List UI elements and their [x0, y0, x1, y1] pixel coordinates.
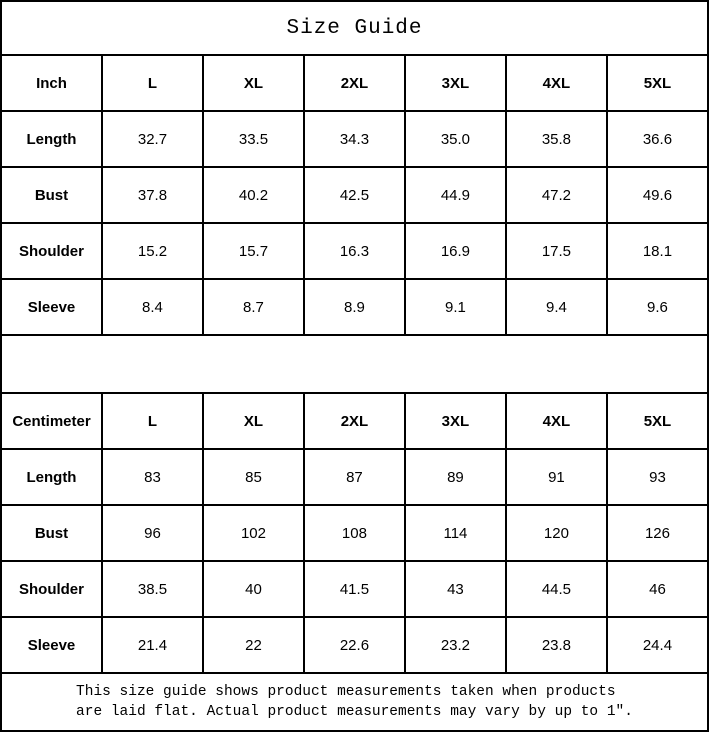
- cell-value: 114: [405, 505, 506, 561]
- cell-value: 17.5: [506, 223, 607, 279]
- cell-value: 85: [203, 449, 304, 505]
- cell-value: 33.5: [203, 111, 304, 167]
- cell-value: 126: [607, 505, 708, 561]
- cell-value: 41.5: [304, 561, 405, 617]
- row-label-sleeve: Sleeve: [1, 279, 102, 335]
- cell-value: 83: [102, 449, 203, 505]
- cell-value: 44.5: [506, 561, 607, 617]
- cell-value: 22: [203, 617, 304, 673]
- size-header-3xl: 3XL: [405, 55, 506, 111]
- size-header-5xl: 5XL: [607, 393, 708, 449]
- cell-value: 35.8: [506, 111, 607, 167]
- cell-value: 15.7: [203, 223, 304, 279]
- cell-value: 21.4: [102, 617, 203, 673]
- unit-header-inch: Inch: [1, 55, 102, 111]
- page-title: Size Guide: [1, 1, 708, 55]
- cell-value: 9.1: [405, 279, 506, 335]
- inch-sleeve-row: [1, 279, 708, 335]
- cell-value: 49.6: [607, 167, 708, 223]
- title-row: [1, 1, 708, 55]
- cell-value: 89: [405, 449, 506, 505]
- cell-value: 15.2: [102, 223, 203, 279]
- cell-value: 22.6: [304, 617, 405, 673]
- cell-value: 46: [607, 561, 708, 617]
- footer-note: [1, 673, 708, 731]
- cell-value: 18.1: [607, 223, 708, 279]
- unit-header-centimeter: Centimeter: [1, 393, 102, 449]
- size-header-3xl: 3XL: [405, 393, 506, 449]
- cell-value: 36.6: [607, 111, 708, 167]
- cell-value: 8.9: [304, 279, 405, 335]
- cell-value: 47.2: [506, 167, 607, 223]
- cell-value: 32.7: [102, 111, 203, 167]
- cell-value: 24.4: [607, 617, 708, 673]
- cm-sleeve-row: [1, 617, 708, 673]
- cell-value: 8.4: [102, 279, 203, 335]
- footer-note-text: [76, 682, 633, 722]
- cell-value: 91: [506, 449, 607, 505]
- cell-value: 8.7: [203, 279, 304, 335]
- size-header-xl: XL: [203, 55, 304, 111]
- row-label-bust: Bust: [1, 167, 102, 223]
- cell-value: 96: [102, 505, 203, 561]
- cell-value: 102: [203, 505, 304, 561]
- cell-value: 35.0: [405, 111, 506, 167]
- cell-value: 40.2: [203, 167, 304, 223]
- cell-value: 87: [304, 449, 405, 505]
- cell-value: 43: [405, 561, 506, 617]
- spacer-cell: [1, 335, 708, 393]
- inch-length-row: [1, 111, 708, 167]
- row-label-bust: Bust: [1, 505, 102, 561]
- size-header-5xl: 5XL: [607, 55, 708, 111]
- cell-value: 16.3: [304, 223, 405, 279]
- size-header-2xl: 2XL: [304, 55, 405, 111]
- cell-value: 40: [203, 561, 304, 617]
- cell-value: 9.6: [607, 279, 708, 335]
- cell-value: 42.5: [304, 167, 405, 223]
- row-label-shoulder: Shoulder: [1, 561, 102, 617]
- row-label-length: Length: [1, 449, 102, 505]
- cell-value: 38.5: [102, 561, 203, 617]
- footer-note-line1: This size guide shows product measurements taken when products: [76, 684, 616, 700]
- cm-header-row: [1, 393, 708, 449]
- cell-value: 37.8: [102, 167, 203, 223]
- cm-bust-row: [1, 505, 708, 561]
- cell-value: 120: [506, 505, 607, 561]
- cell-value: 23.2: [405, 617, 506, 673]
- cell-value: 108: [304, 505, 405, 561]
- row-label-shoulder: Shoulder: [1, 223, 102, 279]
- cell-value: 34.3: [304, 111, 405, 167]
- cell-value: 9.4: [506, 279, 607, 335]
- inch-bust-row: [1, 167, 708, 223]
- row-label-sleeve: Sleeve: [1, 617, 102, 673]
- cell-value: 16.9: [405, 223, 506, 279]
- size-header-xl: XL: [203, 393, 304, 449]
- size-header-l: L: [102, 393, 203, 449]
- size-header-l: L: [102, 55, 203, 111]
- inch-shoulder-row: [1, 223, 708, 279]
- size-header-4xl: 4XL: [506, 393, 607, 449]
- inch-header-row: [1, 55, 708, 111]
- cell-value: 93: [607, 449, 708, 505]
- size-header-2xl: 2XL: [304, 393, 405, 449]
- cell-value: 44.9: [405, 167, 506, 223]
- spacer-row: [1, 335, 708, 393]
- cell-value: 23.8: [506, 617, 607, 673]
- cm-length-row: [1, 449, 708, 505]
- footer-row: [1, 673, 708, 731]
- footer-note-line2: are laid flat. Actual product measurements may vary by up to 1″.: [76, 704, 633, 720]
- row-label-length: Length: [1, 111, 102, 167]
- cm-shoulder-row: [1, 561, 708, 617]
- size-header-4xl: 4XL: [506, 55, 607, 111]
